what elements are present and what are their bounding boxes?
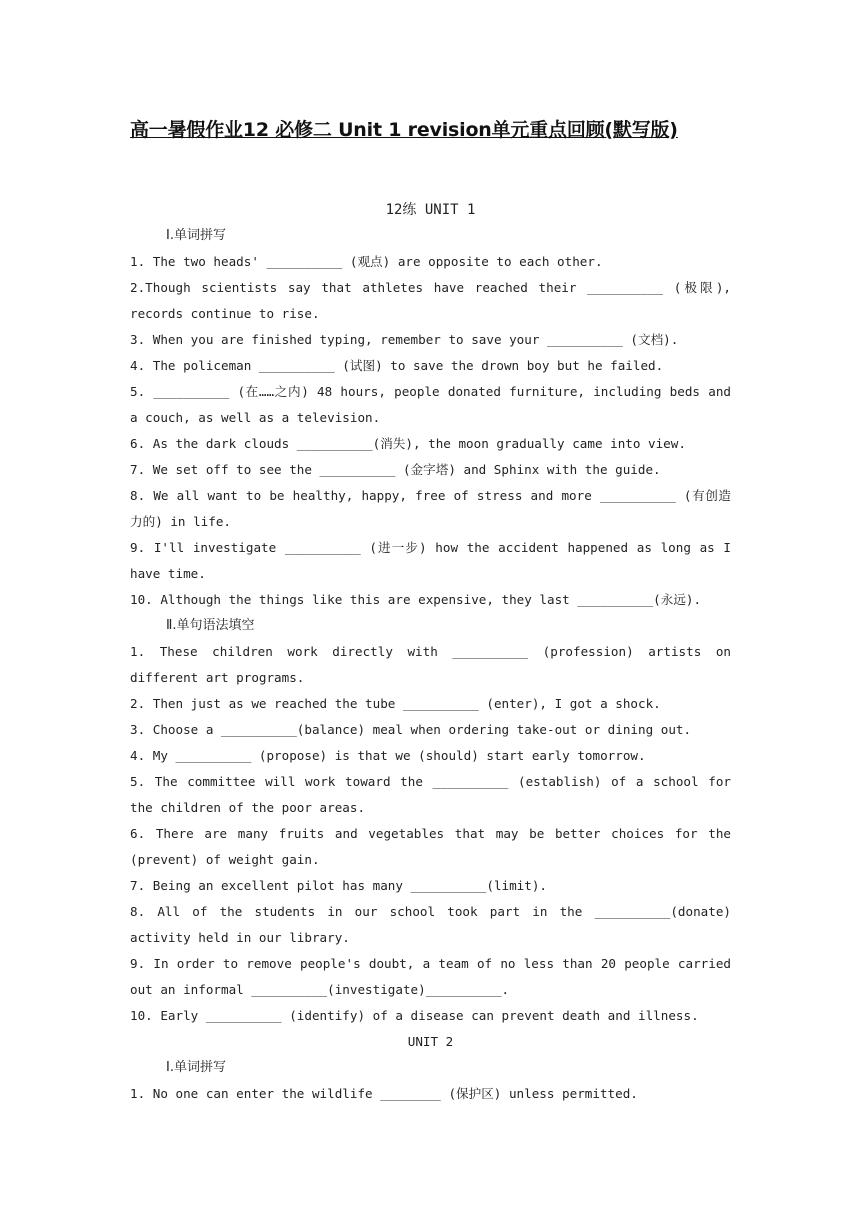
list-item: 10. Although the things like this are expensive, they last __________(永远). (130, 592, 702, 607)
list-item: 9. I'll investigate __________ (进一步) how the accident happened as long as I have time. (130, 540, 731, 581)
list-item: 8. We all want to be healthy, happy, free of stress and more __________ (有创造力的) in life. (130, 488, 731, 529)
list-item: 8. All of the students in our school took part in the __________(donate) activity held in our library. (130, 904, 731, 945)
list-item: 6. As the dark clouds __________(消失), the moon gradually came into view. (130, 436, 686, 451)
list-item: 1. These children work directly with __________ (profession) artists on different art programs. (130, 644, 731, 685)
list-item: 1. No one can enter the wildlife ________ (保护区) unless permitted. (130, 1086, 638, 1101)
list-item: 4. The policeman __________ (试图) to save the drown boy but he failed. (130, 358, 664, 373)
unit1-heading: 12练 UNIT 1 (385, 202, 476, 218)
list-item: 5. The committee will work toward the __________ (establish) of a school for the children of the poor areas. (130, 774, 731, 815)
list-item: 3. Choose a __________(balance) meal when ordering take-out or dining out. (130, 722, 692, 737)
list-item: 2. Then just as we reached the tube __________ (enter), I got a shock. (130, 696, 661, 711)
page-title: 高一暑假作业12 必修二 Unit 1 revision单元重点回顾(默写版) (130, 119, 678, 141)
list-item: 6. There are many fruits and vegetables that may be better choices for the (prevent) of weight gain. (130, 826, 731, 867)
list-item: 7. Being an excellent pilot has many __________(limit). (130, 878, 548, 893)
unit1-part2-title: Ⅱ.单句语法填空 (166, 618, 255, 633)
list-item: 2.Though scientists say that athletes have reached their __________ (极限), records continue to rise. (130, 280, 731, 321)
unit2-part1-title: Ⅰ.单词拼写 (166, 1060, 226, 1075)
unit2-heading: UNIT 2 (407, 1034, 454, 1049)
list-item: 10. Early __________ (identify) of a disease can prevent death and illness. (130, 1008, 699, 1023)
list-item: 7. We set off to see the __________ (金字塔) and Sphinx with the guide. (130, 462, 661, 477)
unit1-part1-title: Ⅰ.单词拼写 (166, 228, 226, 243)
list-item: 1. The two heads' __________ (观点) are opposite to each other. (130, 254, 603, 269)
worksheet-body (130, 197, 731, 1107)
list-item: 3. When you are finished typing, remember to save your __________ (文档). (130, 332, 679, 347)
list-item: 4. My __________ (propose) is that we (should) start early tomorrow. (130, 748, 646, 763)
list-item: 9. In order to remove people's doubt, a team of no less than 20 people carried out an informal __________(investigate)__________. (130, 956, 731, 997)
list-item: 5. __________ (在……之内) 48 hours, people donated furniture, including beds and a couch, as well as a television. (130, 384, 731, 425)
